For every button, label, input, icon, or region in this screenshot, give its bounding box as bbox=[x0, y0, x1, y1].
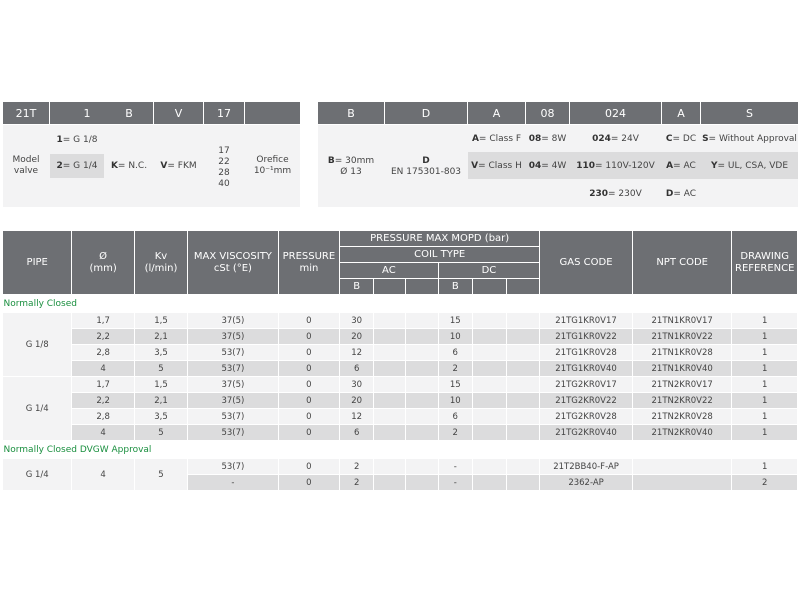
npt-code-cell: 21TN2KR0V22 bbox=[632, 393, 732, 409]
drawing-ref-cell: 1 bbox=[732, 313, 798, 329]
diameter-cell: 2,2 bbox=[72, 393, 134, 409]
gas-code-cell: 21TG2KR0V28 bbox=[540, 409, 633, 425]
voltage-option-230: 230 = 230V bbox=[589, 188, 642, 199]
dc-b-cell: 15 bbox=[438, 313, 472, 329]
col-coil-type: COIL TYPE bbox=[340, 247, 540, 263]
code-header-body: B bbox=[318, 102, 384, 124]
model-valve-label: Model valve bbox=[12, 155, 40, 176]
table-row bbox=[3, 409, 798, 425]
table-row bbox=[3, 393, 798, 409]
diameter-cell: 2,2 bbox=[72, 329, 134, 345]
pressure-min-cell: 0 bbox=[278, 361, 339, 377]
ac-b-cell: 20 bbox=[340, 329, 374, 345]
body-option: B= 30mm Ø 13 bbox=[327, 156, 375, 177]
gas-code-cell: 21TG1KR0V40 bbox=[540, 361, 633, 377]
section-title: Normally Closed DVGW Approval bbox=[3, 441, 798, 459]
voltage-option-110: 110 = 110V-120V bbox=[576, 160, 655, 171]
npt-code-cell: 21TN2KR0V17 bbox=[632, 377, 732, 393]
table-row bbox=[3, 361, 798, 377]
code-header-pipe: 1 bbox=[50, 102, 124, 124]
npt-code-cell: 21TN1KR0V17 bbox=[632, 313, 732, 329]
drawing-ref-cell: 1 bbox=[732, 345, 798, 361]
ac-b-cell: 12 bbox=[340, 409, 374, 425]
kv-cell: 1,5 bbox=[134, 313, 187, 329]
drawing-ref-cell: 1 bbox=[732, 393, 798, 409]
kv-cell: 3,5 bbox=[134, 345, 187, 361]
pressure-min-cell: 0 bbox=[278, 329, 339, 345]
dc-b-cell: - bbox=[438, 475, 472, 491]
drawing-ref-cell: 1 bbox=[732, 425, 798, 441]
table-row bbox=[3, 313, 798, 329]
kv-cell: 5 bbox=[134, 361, 187, 377]
viscosity-cell: - bbox=[188, 475, 279, 491]
diameter-cell: 2,8 bbox=[72, 345, 134, 361]
class-option-h: V = Class H bbox=[471, 160, 522, 171]
drawing-ref-cell: 2 bbox=[732, 475, 798, 491]
col-dc-blank-1 bbox=[472, 279, 506, 295]
npt-code-cell: 21TN2KR0V40 bbox=[632, 425, 732, 441]
directive-option: D EN 175301-803 bbox=[390, 156, 462, 177]
approval-option-y: Y = UL, CSA, VDE bbox=[710, 160, 789, 171]
function-option: K = N.C. bbox=[110, 160, 148, 171]
section-title: Normally Closed bbox=[3, 295, 798, 313]
col-diameter: Ø (mm) bbox=[72, 231, 134, 295]
viscosity-cell: 37(5) bbox=[188, 313, 279, 329]
code-header-series: 21T bbox=[3, 102, 49, 124]
npt-code-cell: 21TN2KR0V28 bbox=[632, 409, 732, 425]
dc-b-cell: 10 bbox=[438, 393, 472, 409]
dc-b-cell: 6 bbox=[438, 409, 472, 425]
power-option-8w: 08 = 8W bbox=[528, 133, 567, 144]
ac-b-cell: 6 bbox=[340, 361, 374, 377]
gas-code-cell: 21TG2KR0V40 bbox=[540, 425, 633, 441]
diameter-cell: 4 bbox=[72, 425, 134, 441]
orifice-label: Orefice 10⁻¹mm bbox=[253, 155, 292, 176]
gas-code-cell: 21TG1KR0V28 bbox=[540, 345, 633, 361]
voltage-option-024: 024 = 24V bbox=[592, 133, 639, 144]
drawing-ref-cell: 1 bbox=[732, 377, 798, 393]
viscosity-cell: 53(7) bbox=[188, 409, 279, 425]
pressure-min-cell: 0 bbox=[278, 475, 339, 491]
col-ac-b: B bbox=[340, 279, 374, 295]
gas-code-cell: 21TG1KR0V22 bbox=[540, 329, 633, 345]
table-row bbox=[3, 425, 798, 441]
col-drawing-ref: DRAWING REFERENCE bbox=[732, 231, 798, 295]
kv-cell: 1,5 bbox=[134, 377, 187, 393]
pressure-min-cell: 0 bbox=[278, 425, 339, 441]
col-viscosity: MAX VISCOSITY cSt (°E) bbox=[188, 231, 279, 295]
gas-code-cell: 21TG1KR0V17 bbox=[540, 313, 633, 329]
col-pipe: PIPE bbox=[3, 231, 72, 295]
code-header-approval: S bbox=[701, 102, 798, 124]
code-header-directive: D bbox=[385, 102, 467, 124]
table-row bbox=[3, 377, 798, 393]
class-option-f: A = Class F bbox=[471, 133, 522, 144]
col-ac-blank-2 bbox=[406, 279, 438, 295]
viscosity-cell: 53(7) bbox=[188, 361, 279, 377]
code-header-current: A bbox=[662, 102, 700, 124]
dc-b-cell: 2 bbox=[438, 425, 472, 441]
col-kv: Kv (l/min) bbox=[134, 231, 187, 295]
pipe-cell: G 1/4 bbox=[3, 377, 72, 441]
col-mopd: PRESSURE MAX MOPD (bar) bbox=[340, 231, 540, 247]
ac-b-cell: 30 bbox=[340, 313, 374, 329]
viscosity-cell: 53(7) bbox=[188, 459, 279, 475]
pressure-min-cell: 0 bbox=[278, 345, 339, 361]
table-row bbox=[3, 329, 798, 345]
col-gas-code: GAS CODE bbox=[540, 231, 633, 295]
dc-b-cell: 2 bbox=[438, 361, 472, 377]
diameter-cell: 4 bbox=[72, 459, 134, 491]
viscosity-cell: 53(7) bbox=[188, 345, 279, 361]
col-ac: AC bbox=[340, 263, 439, 279]
drawing-ref-cell: 1 bbox=[732, 409, 798, 425]
pipe-option-2: 2 = G 1/4 bbox=[50, 154, 104, 178]
viscosity-cell: 37(5) bbox=[188, 393, 279, 409]
ac-b-cell: 12 bbox=[340, 345, 374, 361]
pressure-min-cell: 0 bbox=[278, 313, 339, 329]
kv-cell: 2,1 bbox=[134, 329, 187, 345]
kv-cell: 5 bbox=[134, 425, 187, 441]
pressure-min-cell: 0 bbox=[278, 393, 339, 409]
viscosity-cell: 53(7) bbox=[188, 425, 279, 441]
pressure-min-cell: 0 bbox=[278, 459, 339, 475]
diameter-cell: 2,8 bbox=[72, 409, 134, 425]
col-dc: DC bbox=[438, 263, 540, 279]
drawing-ref-cell: 1 bbox=[732, 361, 798, 377]
ac-b-cell: 2 bbox=[340, 475, 374, 491]
col-npt-code: NPT CODE bbox=[632, 231, 732, 295]
npt-code-cell: 21TN1KR0V22 bbox=[632, 329, 732, 345]
col-pressure-min: PRESSURE min bbox=[278, 231, 339, 295]
dc-b-cell: 10 bbox=[438, 329, 472, 345]
code-header-orifice: 17 bbox=[204, 102, 244, 124]
viscosity-cell: 37(5) bbox=[188, 329, 279, 345]
kv-cell: 3,5 bbox=[134, 409, 187, 425]
dc-b-cell: 15 bbox=[438, 377, 472, 393]
kv-cell: 5 bbox=[134, 459, 187, 491]
power-option-4w: 04 = 4W bbox=[528, 160, 567, 171]
gas-code-cell: 21TG2KR0V17 bbox=[540, 377, 633, 393]
code-header-voltage: 024 bbox=[570, 102, 661, 124]
ac-b-cell: 2 bbox=[340, 459, 374, 475]
code-header-function: B bbox=[105, 102, 153, 124]
seal-option: V = FKM bbox=[160, 160, 197, 171]
code-header-seal: V bbox=[154, 102, 203, 124]
code-header-class: A bbox=[468, 102, 525, 124]
drawing-ref-cell: 1 bbox=[732, 329, 798, 345]
npt-code-cell bbox=[632, 475, 732, 491]
col-dc-blank-2 bbox=[507, 279, 540, 295]
current-option-a: A = AC bbox=[666, 160, 696, 171]
diameter-cell: 1,7 bbox=[72, 313, 134, 329]
col-dc-b: B bbox=[438, 279, 472, 295]
pipe-option-1: 1 = G 1/8 bbox=[56, 134, 98, 145]
valve-spec-table bbox=[2, 230, 798, 491]
pipe-cell: G 1/4 bbox=[3, 459, 72, 491]
gas-code-cell: 21T2BB40-F-AP bbox=[540, 459, 633, 475]
npt-code-cell bbox=[632, 459, 732, 475]
current-option-c: C = DC bbox=[665, 133, 697, 144]
diameter-cell: 1,7 bbox=[72, 377, 134, 393]
col-ac-blank-1 bbox=[374, 279, 406, 295]
drawing-ref-cell: 1 bbox=[732, 459, 798, 475]
ac-b-cell: 30 bbox=[340, 377, 374, 393]
pipe-cell: G 1/8 bbox=[3, 313, 72, 377]
table-row bbox=[3, 345, 798, 361]
current-option-d: D = AC bbox=[665, 188, 697, 199]
gas-code-cell: 2362-AP bbox=[540, 475, 633, 491]
gas-code-cell: 21TG2KR0V22 bbox=[540, 393, 633, 409]
dc-b-cell: 6 bbox=[438, 345, 472, 361]
ac-b-cell: 20 bbox=[340, 393, 374, 409]
diameter-cell: 4 bbox=[72, 361, 134, 377]
kv-cell: 2,1 bbox=[134, 393, 187, 409]
code-header-blank bbox=[245, 102, 300, 124]
npt-code-cell: 21TN1KR0V28 bbox=[632, 345, 732, 361]
pressure-min-cell: 0 bbox=[278, 409, 339, 425]
ac-b-cell: 6 bbox=[340, 425, 374, 441]
code-header-power: 08 bbox=[526, 102, 569, 124]
viscosity-cell: 37(5) bbox=[188, 377, 279, 393]
npt-code-cell: 21TN1KR0V40 bbox=[632, 361, 732, 377]
dc-b-cell: - bbox=[438, 459, 472, 475]
pressure-min-cell: 0 bbox=[278, 377, 339, 393]
table-row bbox=[3, 459, 798, 475]
approval-option-s: S = Without Approval bbox=[702, 133, 797, 144]
orifice-values: 17 22 28 40 bbox=[218, 146, 230, 189]
